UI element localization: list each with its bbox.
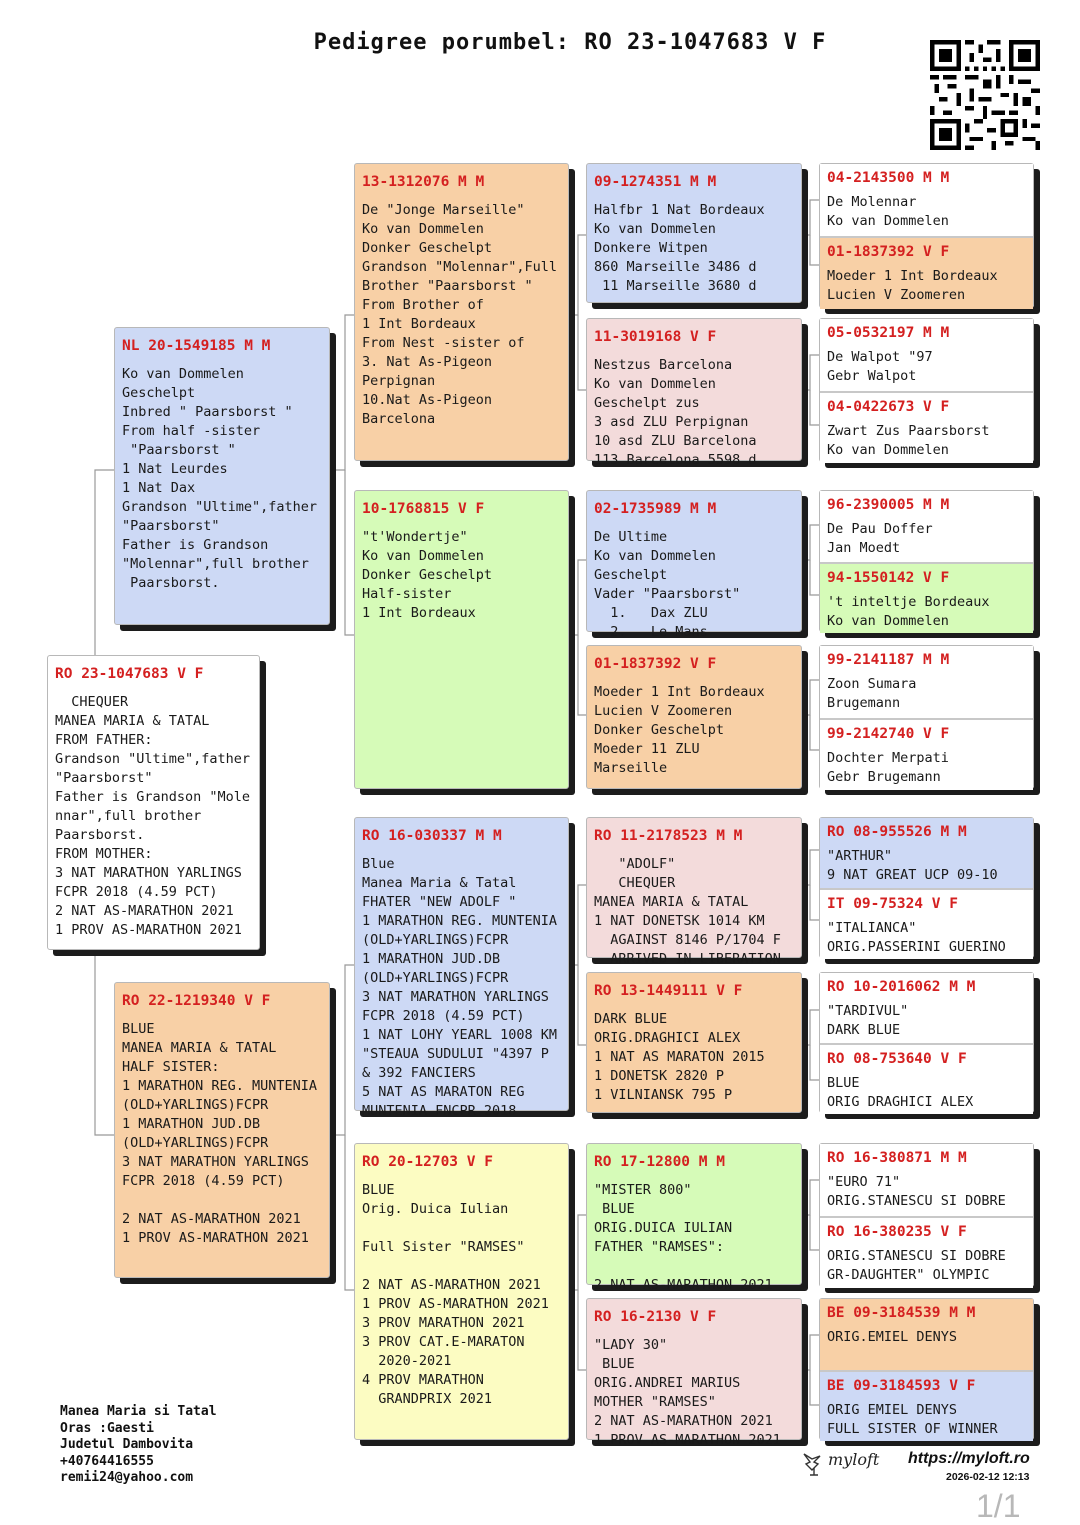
card-text: ORIG.EMIEL DENYS bbox=[827, 1329, 958, 1345]
ring-number: RO 08-955526 M M bbox=[827, 824, 967, 840]
gen4-dam bbox=[820, 1370, 1033, 1441]
gen4-dam bbox=[820, 1216, 1033, 1288]
gen4-sire bbox=[820, 818, 1033, 888]
gen4-pair-card[interactable] bbox=[819, 318, 1034, 462]
card-text: "ITALIANCA" ORIG.PASSERINI GUERINO bbox=[827, 920, 1006, 955]
card-text: BLUE MANEA MARIA & TATAL HALF SISTER: 1 MARATHON REG. MUNTENIA (OLD+YARLINGS)FCPR 1 MARATHON JUD.DB (OLD+YARLINGS)FCPR 3 NAT MARATHON YARLINGS FCPR 2018 (4.59 PCT) 2 NAT AS-MARATHON 2021 1 PROV AS-MARATHON 2021 bbox=[122, 1021, 318, 1246]
card-text: Halfbr 1 Nat Bordeaux Ko van Dommelen Donkere Witpen 860 Marseille 3486 d 11 Marseille 3680 d bbox=[594, 202, 765, 294]
ring-number: 99-2142740 V F bbox=[827, 726, 950, 742]
card-text: De Ultime Ko van Dommelen Geschelpt Vader "Paarsborst" 1. Dax ZLU 2. Le Mans bbox=[594, 529, 741, 640]
card-text: Blue Manea Maria & Tatal FHATER "NEW ADOLF " 1 MARATHON REG. MUNTENIA (OLD+YARLINGS)FCPR 1 MARATHON JUD.DB (OLD+YARLINGS)FCPR 3 NAT MARATHON YARLINGS FCPR 2018 (4.59 PCT) 1 NAT LOHY YEARL 1008 KM "STEAUA SUDULUI "4397 P & 392 FANCIERS 5 NAT AS MARATON REG MUNTENIA FNCPR 2018 bbox=[362, 856, 558, 1119]
gen4-dam bbox=[820, 562, 1033, 633]
card-text: Moeder 1 Int Bordeaux Lucien V Zoomeren bbox=[827, 268, 998, 303]
ring-number: 01-1837392 V F bbox=[594, 656, 717, 672]
gen4-dam bbox=[820, 391, 1033, 463]
site-link[interactable]: https://myloft.ro bbox=[908, 1450, 1030, 1467]
grandmother-maternal-card[interactable] bbox=[354, 1143, 569, 1440]
ring-number: 04-2143500 M M bbox=[827, 170, 950, 186]
great-grandparent-card[interactable] bbox=[586, 163, 802, 303]
gen4-sire bbox=[820, 1144, 1033, 1216]
great-grandparent-card[interactable] bbox=[586, 972, 802, 1113]
ring-number: RO 22-1219340 V F bbox=[122, 993, 271, 1009]
card-text: "ADOLF" CHEQUER MANEA MARIA & TATAL 1 NAT DONETSK 1014 KM AGAINST 8146 P/1704 F ARRIVED IN LIBERATION bbox=[594, 856, 781, 967]
great-grandparent-card[interactable] bbox=[586, 817, 802, 967]
gen4-pair-card[interactable] bbox=[819, 817, 1034, 958]
card-text: BLUE ORIG DRAGHICI ALEX bbox=[827, 1075, 974, 1110]
gen4-sire bbox=[820, 164, 1033, 236]
great-grandparent-card[interactable] bbox=[586, 1298, 802, 1448]
ring-number: 04-0422673 V F bbox=[827, 399, 950, 415]
card-text: "EURO 71" ORIG.STANESCU SI DOBRE bbox=[827, 1174, 1006, 1209]
great-grandparent-card[interactable] bbox=[586, 490, 802, 640]
gen4-dam bbox=[820, 1043, 1033, 1114]
card-text: "TARDIVUL" DARK BLUE bbox=[827, 1003, 909, 1038]
gen4-dam bbox=[820, 718, 1033, 790]
ring-number: RO 16-380871 M M bbox=[827, 1150, 967, 1166]
card-text: Moeder 1 Int Bordeaux Lucien V Zoomeren Donker Geschelpt Moeder 11 ZLU Marseille bbox=[594, 684, 765, 776]
ring-number: RO 11-2178523 M M bbox=[594, 828, 743, 844]
ring-number: RO 16-2130 V F bbox=[594, 1309, 717, 1325]
card-text: De "Jonge Marseille" Ko van Dommelen Donker Geschelpt Grandson "Molennar",Full Brother "Paarsborst " From Brother of 1 Int Bordeaux From Nest -sister of 3. Nat As-Pigeon Perpignan 10.Nat As-Pigeon Barcelona bbox=[362, 202, 558, 427]
gen4-sire bbox=[820, 491, 1033, 562]
gen4-pair-card[interactable] bbox=[819, 645, 1034, 789]
ring-number: RO 17-12800 M M bbox=[594, 1154, 725, 1170]
ring-number: 13-1312076 M M bbox=[362, 174, 485, 190]
gen4-sire bbox=[820, 973, 1033, 1043]
card-text: Nestzus Barcelona Ko van Dommelen Geschelpt zus 3 asd ZLU Perpignan 10 asd ZLU Barcelona 113 Barcelona 5598 d bbox=[594, 357, 757, 468]
gen4-sire bbox=[820, 1299, 1033, 1370]
ring-number: RO 10-2016062 M M bbox=[827, 979, 976, 995]
ring-number: 94-1550142 V F bbox=[827, 570, 950, 586]
page-title: Pedigree porumbel: RO 23-1047683 V F bbox=[313, 30, 827, 55]
brand-name: myloft bbox=[828, 1450, 880, 1469]
card-text: "ARTHUR" 9 NAT GREAT UCP 09-10 bbox=[827, 848, 998, 883]
card-text: 't inteltje Bordeaux Ko van Dommelen bbox=[827, 594, 990, 629]
card-text: Dochter Merpati Gebr Brugemann bbox=[827, 750, 949, 785]
card-text: DARK BLUE ORIG.DRAGHICI ALEX 1 NAT AS MARATON 2015 1 DONETSK 2820 P 1 VILNIANSK 795 P bbox=[594, 1011, 765, 1103]
card-text: ORIG.STANESCU SI DOBRE GR-DAUGHTER" OLYMPIC bbox=[827, 1248, 1006, 1283]
ring-number: RO 08-753640 V F bbox=[827, 1051, 967, 1067]
subject-card[interactable] bbox=[47, 655, 260, 950]
grandfather-paternal-card[interactable] bbox=[354, 163, 569, 461]
ring-number: BE 09-3184539 M M bbox=[827, 1305, 976, 1321]
gen4-pair-card[interactable] bbox=[819, 490, 1034, 632]
ring-number: RO 23-1047683 V F bbox=[55, 666, 204, 682]
gen4-dam bbox=[820, 888, 1033, 959]
ring-number: 96-2390005 M M bbox=[827, 497, 950, 513]
ring-number: 05-0532197 M M bbox=[827, 325, 950, 341]
ring-number: 10-1768815 V F bbox=[362, 501, 485, 517]
gen4-sire bbox=[820, 319, 1033, 391]
ring-number: 02-1735989 M M bbox=[594, 501, 717, 517]
ring-number: RO 16-030337 M M bbox=[362, 828, 502, 844]
ring-number: RO 13-1449111 V F bbox=[594, 983, 743, 999]
father-card[interactable] bbox=[114, 327, 330, 625]
card-text: "MISTER 800" BLUE ORIG.DUICA IULIAN FATHER "RAMSES": 2 NAT AS-MARATHON 2021 bbox=[594, 1182, 773, 1293]
ring-number: 01-1837392 V F bbox=[827, 244, 950, 260]
ring-number: IT 09-75324 V F bbox=[827, 896, 958, 912]
gen4-sire bbox=[820, 646, 1033, 718]
card-text: ORIG EMIEL DENYS FULL SISTER OF WINNER bbox=[827, 1402, 998, 1437]
card-text: Ko van Dommelen Geschelpt Inbred " Paarsborst " From half -sister "Paarsborst " 1 Nat Leurdes 1 Nat Dax Grandson "Ultime",father "Paarsborst" Father is Grandson "Molennar",full brother Paarsborst. bbox=[122, 366, 318, 591]
timestamp: 2026-02-12 12:13 bbox=[946, 1471, 1030, 1483]
grandmother-paternal-card[interactable] bbox=[354, 490, 569, 789]
ring-number: RO 16-380235 V F bbox=[827, 1224, 967, 1240]
card-text: CHEQUER MANEA MARIA & TATAL FROM FATHER: Grandson "Ultime",father "Paarsborst" Father is Grandson "Mole nnar",full brother Paarsborst. FROM MOTHER: 3 NAT MARATHON YARLINGS FCPR 2018 (4.59 PCT) 2 NAT AS-MARATHON 2021 1 PROV AS-MARATHON 2021 bbox=[55, 694, 251, 938]
great-grandparent-card[interactable] bbox=[586, 318, 802, 468]
ring-number: 99-2141187 M M bbox=[827, 652, 950, 668]
grandfather-maternal-card[interactable] bbox=[354, 817, 569, 1119]
gen4-pair-card[interactable] bbox=[819, 163, 1034, 308]
card-text: Zwart Zus Paarsborst Ko van Dommelen bbox=[827, 423, 990, 458]
card-text: De Molennar Ko van Dommelen bbox=[827, 194, 949, 229]
ring-number: RO 20-12703 V F bbox=[362, 1154, 493, 1170]
gen4-pair-card[interactable] bbox=[819, 1298, 1034, 1440]
ring-number: 09-1274351 M M bbox=[594, 174, 717, 190]
mother-card[interactable] bbox=[114, 982, 330, 1278]
gen4-pair-card[interactable] bbox=[819, 1143, 1034, 1287]
owner-contact: Manea Maria si Tatal Oras :Gaesti Judetul Dambovita +40764416555 remii24@yahoo.com bbox=[60, 1404, 217, 1485]
ring-number: 11-3019168 V F bbox=[594, 329, 717, 345]
card-text: BLUE Orig. Duica Iulian Full Sister "RAMSES" 2 NAT AS-MARATHON 2021 1 PROV AS-MARATHON 2021 3 PROV MARATHON 2021 3 PROV CAT.E-MARATON 2020-2021 4 PROV MARATHON GRANDPRIX 2021 bbox=[362, 1182, 549, 1407]
great-grandparent-card[interactable] bbox=[586, 645, 802, 789]
card-text: "t'Wondertje" Ko van Dommelen Donker Geschelpt Half-sister 1 Int Bordeaux bbox=[362, 529, 493, 621]
card-text: De Walpot "97 Gebr Walpot bbox=[827, 349, 933, 384]
great-grandparent-card[interactable] bbox=[586, 1143, 802, 1293]
page-number: 1/1 bbox=[976, 1488, 1021, 1524]
card-text: "LADY 30" BLUE ORIG.ANDREI MARIUS MOTHER "RAMSES" 2 NAT AS-MARATHON 2021 1 PROV AS-MARATHON 2021 bbox=[594, 1337, 781, 1448]
gen4-pair-card[interactable] bbox=[819, 972, 1034, 1113]
ring-number: NL 20-1549185 M M bbox=[122, 338, 271, 354]
gen4-dam bbox=[820, 236, 1033, 309]
ring-number: BE 09-3184593 V F bbox=[827, 1378, 976, 1394]
card-text: Zoon Sumara Brugemann bbox=[827, 676, 917, 711]
card-text: De Pau Doffer Jan Moedt bbox=[827, 521, 933, 556]
